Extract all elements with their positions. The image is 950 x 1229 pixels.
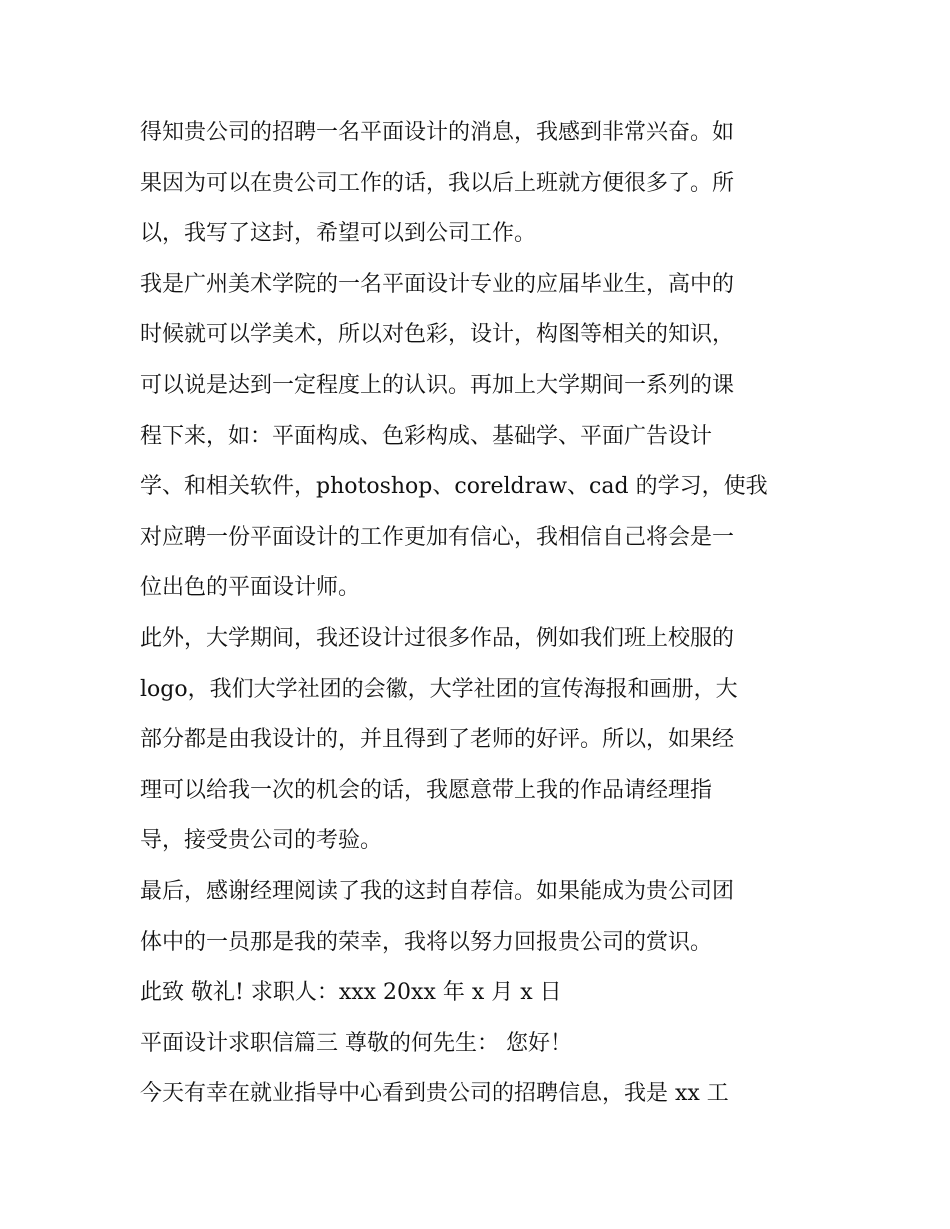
text-line: 我是广州美术学院的一名平面设计专业的应届毕业生，高中的 bbox=[140, 271, 735, 297]
letter-body bbox=[140, 108, 820, 1120]
text-line: 体中的一员那是我的荣幸，我将以努力回报贵公司的赏识。 bbox=[140, 929, 713, 955]
text-line: 学、和相关软件，photoshop、coreldraw、cad 的学习，使我 bbox=[140, 474, 768, 500]
text-line: 理可以给我一次的机会的话，我愿意带上我的作品请经理指 bbox=[140, 777, 713, 803]
text-line: 程下来，如：平面构成、色彩构成、基础学、平面广告设计 bbox=[140, 423, 713, 449]
text-line: 此外，大学期间，我还设计过很多作品，例如我们班上校服的 bbox=[140, 625, 735, 651]
text-line: 可以说是达到一定程度上的认识。再加上大学期间一系列的课 bbox=[140, 372, 735, 398]
text-line: 以，我写了这封，希望可以到公司工作。 bbox=[140, 221, 537, 247]
text-line: 对应聘一份平面设计的工作更加有信心，我相信自己将会是一 bbox=[140, 524, 735, 550]
text-line: 时候就可以学美术，所以对色彩，设计，构图等相关的知识， bbox=[140, 322, 735, 348]
text-line: 得知贵公司的招聘一名平面设计的消息，我感到非常兴奋。如 bbox=[140, 120, 735, 145]
text-line: 果因为可以在贵公司工作的话，我以后上班就方便很多了。所 bbox=[140, 170, 735, 196]
text-line: 导，接受贵公司的考验。 bbox=[140, 828, 383, 854]
text-line: 部分都是由我设计的，并且得到了老师的好评。所以，如果经 bbox=[140, 727, 735, 753]
text-line: 最后，感谢经理阅读了我的这封自荐信。如果能成为贵公司团 bbox=[140, 878, 735, 904]
text-line: 今天有幸在就业指导中心看到贵公司的招聘信息，我是 xx 工 bbox=[140, 1081, 729, 1107]
closing-line: 此致 敬礼! 求职人：xxx 20xx 年 x 月 x 日 bbox=[140, 980, 562, 1006]
section-heading-line: 平面设计求职信篇三 尊敬的何先生： 您好！ bbox=[140, 1030, 572, 1056]
text-line: 位出色的平面设计师。 bbox=[140, 575, 361, 601]
text-line: logo，我们大学社团的会徽，大学社团的宣传海报和画册，大 bbox=[140, 676, 738, 702]
